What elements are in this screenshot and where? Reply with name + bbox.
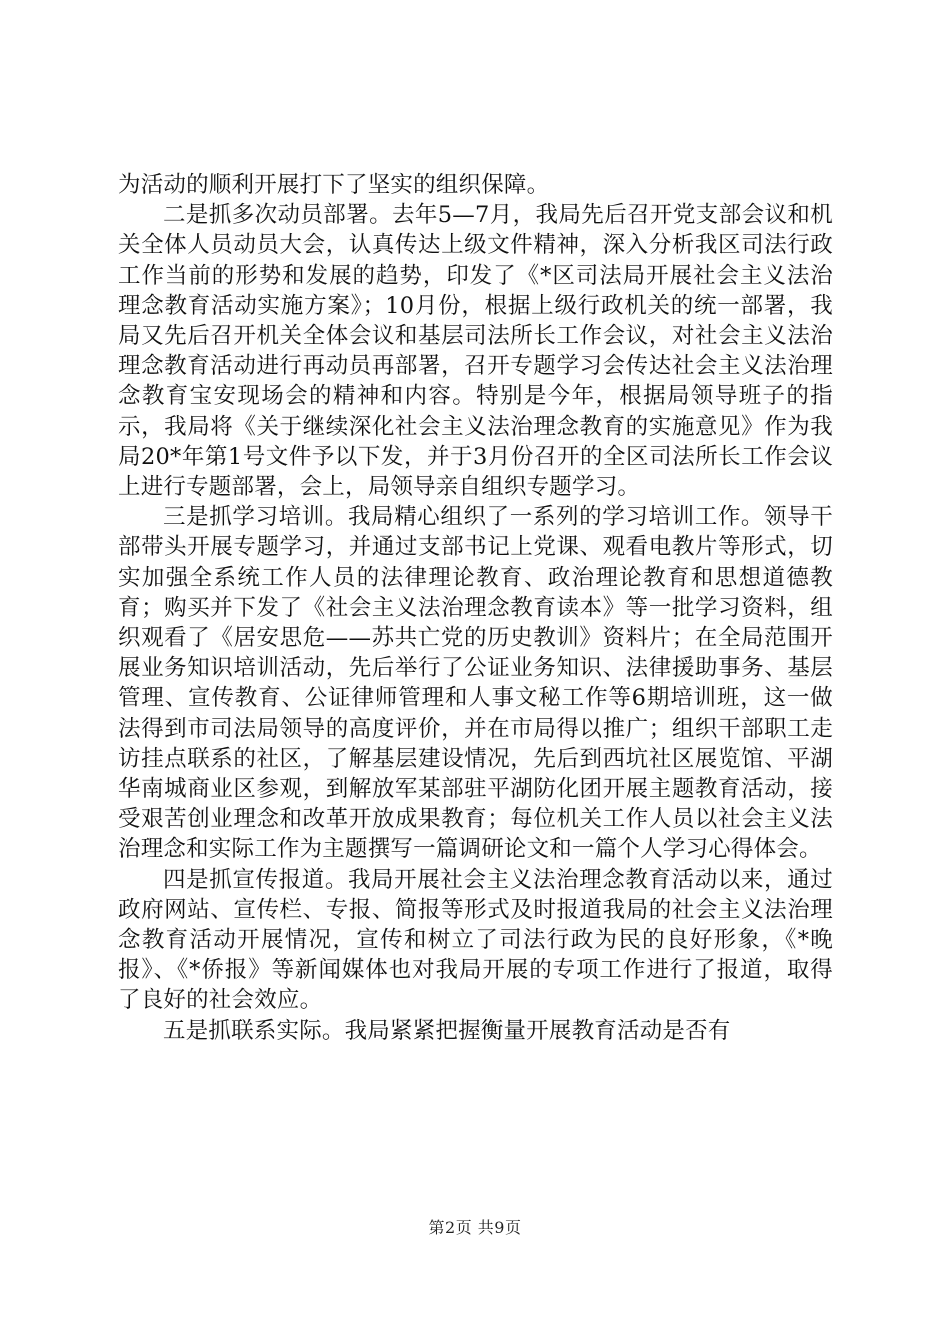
document-body — [118, 170, 833, 1046]
paragraph-training: 三是抓学习培训。我局精心组织了一系列的学习培训工作。领导干部带头开展专题学习，并通过支部书记上党课、观看电教片等形式，切实加强全系统工作人员的法律理论教育、政治理论教育和思想道德教育；购买并下发了《社会主义法治理念教育读本》等一批学习资料，组织观看了《居安思危——苏共亡党的历史教训》资料片；在全局范围开展业务知识培训活动，先后举行了公证业务知识、法律援助事务、基层管理、宣传教育、公证律师管理和人事文秘工作等6期培训班，这一做法得到市司法局领导的高度评价，并在市局得以推广；组织干部职工走访挂点联系的社区，了解基层建设情况，先后到西坑社区展览馆、平湖华南城商业区参观，到解放军某部驻平湖防化团开展主题教育活动，接受艰苦创业理念和改革开放成果教育；每位机关工作人员以社会主义法治理念和实际工作为主题撰写一篇调研论文和一篇个人学习心得体会。 — [118, 504, 833, 863]
paragraph-publicity: 四是抓宣传报道。我局开展社会主义法治理念教育活动以来，通过政府网站、宣传栏、专报、简报等形式及时报道我局的社会主义法治理念教育活动开展情况，宣传和树立了司法行政为民的良好形象，《*晚报》、《*侨报》等新闻媒体也对我局开展的专项工作进行了报道，取得了良好的社会效应。 — [118, 866, 833, 1014]
paragraph-mobilization: 二是抓多次动员部署。去年5—7月，我局先后召开党支部会议和机关全体人员动员大会，认真传达上级文件精神，深入分析我区司法行政工作当前的形势和发展的趋势，印发了《*区司法局开展社会主义法治理念教育活动实施方案》；10月份，根据上级行政机关的统一部署，我局又先后召开机关全体会议和基层司法所长工作会议，对社会主义法治理念教育活动进行再动员再部署，召开专题学习会传达社会主义法治理念教育宝安现场会的精神和内容。特别是今年，根据局领导班子的指示，我局将《关于继续深化社会主义法治理念教育的实施意见》作为我局20*年第1号文件予以下发，并于3月份召开的全区司法所长工作会议上进行专题部署，会上，局领导亲自组织专题学习。 — [118, 202, 833, 501]
page-number-footer: 第2页 共9页 — [428, 1218, 522, 1237]
paragraph-continuation: 为活动的顺利开展打下了坚实的组织保障。 — [118, 172, 550, 198]
paragraph-practice: 五是抓联系实际。我局紧紧把握衡量开展教育活动是否有 — [163, 1017, 731, 1044]
